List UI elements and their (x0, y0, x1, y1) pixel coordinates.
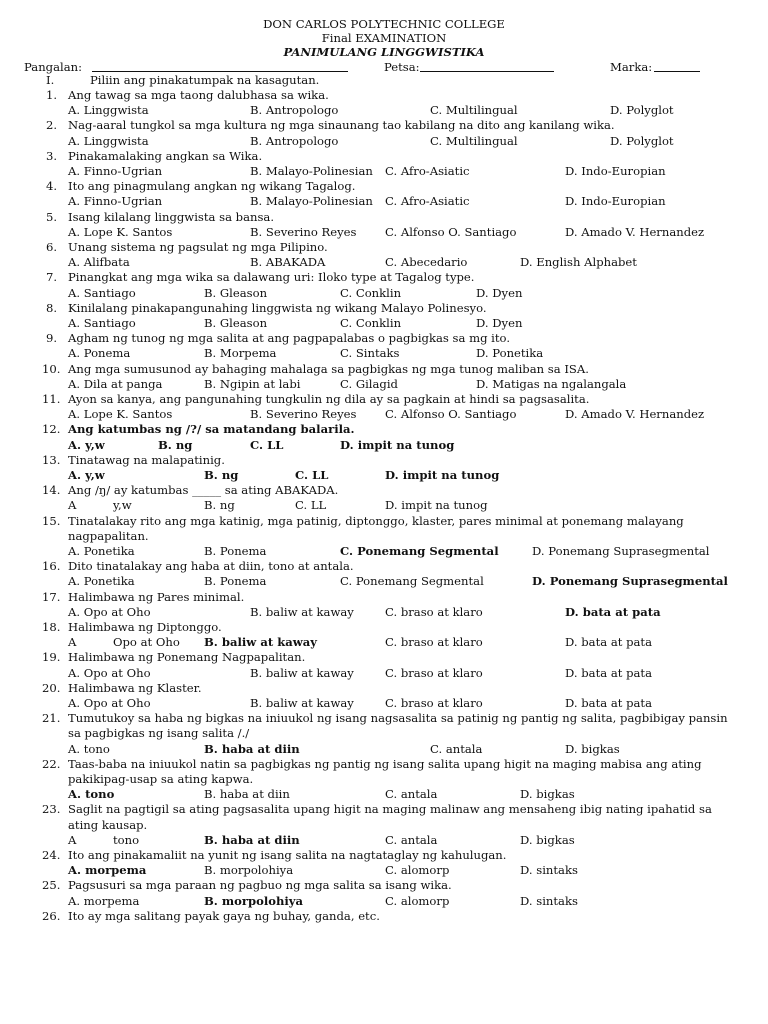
question-number: 8. (46, 300, 58, 315)
answer-choice[interactable]: A. Dila at panga (68, 376, 163, 391)
answer-choice[interactable]: D. bigkas (565, 741, 620, 756)
question-stem (0, 620, 768, 635)
question-number: 4. (46, 179, 58, 194)
question-stem (0, 559, 768, 574)
question-text-continued: ating kausap. (68, 817, 148, 832)
answer-choice[interactable]: D. bata at pata (565, 635, 653, 650)
question-stem (0, 802, 768, 817)
question-text: Tinatawag na malapatinig. (68, 452, 225, 467)
question-number: 5. (46, 209, 58, 224)
question-text: Ito ang pinakamaliit na yunit ng isang salita na nagtataglay ng kahulugan. (68, 848, 507, 862)
answer-choice[interactable]: A. tono (68, 787, 115, 802)
answer-choice[interactable]: C. LL (295, 468, 329, 482)
question-stem (0, 88, 768, 103)
answer-choice[interactable]: D. Polyglot (610, 133, 674, 148)
answer-choices (0, 377, 768, 392)
answer-choice[interactable]: B. ng (158, 437, 193, 452)
question-text: Ang katumbas ng /?/ sa matandang balarila. (68, 422, 355, 437)
answer-choice[interactable]: C. antala (430, 741, 483, 756)
question-text-continued: sa pagbigkas ng isang salita /./ (68, 726, 250, 741)
question-text: Ang /ŋ/ ay katumbas _____ sa ating ABAKADA. (68, 483, 339, 498)
answer-choice[interactable]: B. baliw at kaway (250, 604, 354, 619)
answer-choice[interactable]: D. bata at pata (565, 604, 661, 619)
question-number: 11. (42, 392, 61, 406)
answer-choices (0, 635, 768, 650)
question-stem (0, 270, 768, 285)
question-stem (0, 590, 768, 605)
answer-choice[interactable]: y,w (113, 498, 132, 513)
score-label: Marka: (610, 60, 653, 74)
answer-choices (0, 103, 768, 118)
question-stem (0, 179, 768, 194)
question-number: 18. (42, 620, 61, 634)
answer-choice[interactable]: B. Ngipin at labi (204, 376, 301, 391)
answer-choices (0, 134, 768, 149)
subject-title: PANIMULANG LINGGWISTIKA (283, 45, 485, 59)
answer-choice[interactable]: B. haba at diin (204, 832, 300, 847)
section-instruction: Piliin ang pinakatumpak na kasagutan. (90, 73, 320, 87)
answer-choice[interactable]: C. braso at klaro (385, 604, 483, 619)
answer-choices (0, 498, 768, 513)
question-text: Tumutukoy sa haba ng bigkas na iniuukol ng isang nagsasalita sa patinig ng pantig ng salita, pagbibigay pansin (68, 711, 728, 726)
question-number: 24. (42, 848, 61, 862)
answer-choice[interactable]: B. haba at diin (204, 787, 290, 802)
question-text: Dito tinatalakay ang haba at diin, tono at antala. (68, 559, 354, 574)
question-text: Halimbawa ng Diptonggo. (68, 620, 222, 634)
question-text: Saglit na pagtigil sa ating pagsasalita upang higit na maging malinaw ang mensaheng ibig nating ipahatid sa (68, 802, 712, 817)
answer-choices (0, 894, 768, 909)
question-text: Halimbawa ng Pares minimal. (68, 589, 245, 604)
answer-choice[interactable]: D. bata at pata (565, 696, 653, 710)
question-stem (0, 301, 768, 316)
answer-choice[interactable]: A. Ponema (68, 346, 131, 361)
answer-choice[interactable]: A. Santiago (68, 316, 136, 330)
answer-choice[interactable]: A. y,w (68, 468, 105, 482)
answer-choice[interactable]: B. ng (204, 498, 235, 513)
question-text: Pinangkat ang mga wika sa dalawang uri: Iloko type at Tagalog type. (68, 270, 475, 285)
question-stem (0, 848, 768, 863)
answer-choices (0, 468, 768, 483)
exam-title: Final EXAMINATION (321, 31, 447, 45)
question-number: 7. (46, 270, 58, 285)
answer-choices (0, 742, 768, 757)
answer-choice[interactable]: A. Finno-Ugrian (68, 164, 163, 178)
question-number: 13. (42, 452, 61, 467)
answer-choice[interactable]: C. Conklin (340, 316, 402, 330)
answer-choice[interactable]: B. baliw at kaway (250, 665, 354, 680)
answer-choice[interactable]: B. Antropologo (250, 133, 339, 148)
question-stem (0, 681, 768, 696)
answer-choice[interactable]: D. impit na tunog (385, 468, 500, 482)
question-number: 3. (46, 148, 58, 163)
answer-choices (0, 787, 768, 802)
question-text-continued: pakikipag-usap sa ating kapwa. (68, 772, 254, 786)
question-number: 23. (42, 802, 61, 817)
question-text: Pagsusuri sa mga paraan ng pagbuo ng mga salita sa isang wika. (68, 878, 452, 893)
answer-choice[interactable]: D. Ponemang Suprasegmental (532, 544, 710, 558)
question-number: 6. (46, 240, 58, 254)
answer-choice[interactable]: A. Ponetika (68, 544, 135, 558)
question-number: 21. (42, 711, 61, 726)
question-text: Ayon sa kanya, ang pangunahing tungkulin ng dila ay sa pagkain at hindi sa pagsasalita. (68, 392, 590, 406)
question-number: 26. (42, 908, 61, 923)
question-stem-continued (0, 529, 768, 544)
question-stem (0, 210, 768, 225)
question-text: Halimbawa ng Klaster. (68, 680, 202, 695)
answer-choice[interactable]: C. LL (250, 437, 284, 452)
date-label: Petsa: (384, 60, 420, 74)
answer-choice[interactable]: B. Gleason (204, 316, 268, 330)
answer-choice[interactable]: D. impit na tunog (340, 437, 455, 452)
question-text: Nag-aaral tungkol sa mga kultura ng mga sinaunang tao kabilang na dito ang kanilang wika. (68, 118, 615, 133)
question-text: Ang mga sumusunod ay bahaging mahalaga sa pagbigkas ng mga tunog maliban sa ISA. (68, 361, 589, 376)
answer-choices (0, 286, 768, 301)
question-number: 22. (42, 756, 61, 771)
question-stem (0, 757, 768, 772)
answer-choice[interactable]: B. haba at diin (204, 741, 300, 756)
answer-choices (0, 407, 768, 422)
answer-choices (0, 833, 768, 848)
answer-choice[interactable]: C. Conklin (340, 285, 402, 300)
question-text: Isang kilalang linggwista sa bansa. (68, 209, 275, 224)
answer-choice[interactable]: A. tono (68, 741, 110, 756)
answer-choice[interactable]: A. morpema (68, 893, 140, 908)
answer-choice[interactable]: D. Ponemang Suprasegmental (532, 574, 728, 589)
answer-choice[interactable]: C. braso at klaro (385, 665, 483, 680)
answer-choices (0, 164, 768, 179)
question-text: Taas-baba na iniuukol natin sa pagbigkas ng pantig ng isang salita upang higit na maging mabisa ang ating (68, 756, 702, 771)
question-number: 10. (42, 361, 61, 376)
answer-choice[interactable]: B. Ponema (204, 544, 267, 558)
question-stem (0, 711, 768, 726)
answer-choice[interactable]: C. Gilagid (340, 376, 398, 391)
answer-choice[interactable]: A. y,w (68, 437, 105, 452)
question-text: Pinakamalaking angkan sa Wika. (68, 148, 263, 163)
question-number: 20. (42, 680, 61, 695)
question-stem (0, 878, 768, 893)
question-number: 2. (46, 118, 58, 133)
answer-choices (0, 605, 768, 620)
question-stem (0, 240, 768, 255)
question-number: 12. (42, 422, 61, 437)
question-text: Ito ay mga salitang payak gaya ng buhay, ganda, etc. (68, 908, 380, 923)
question-stem (0, 453, 768, 468)
answer-choice[interactable]: C. Ponemang Segmental (340, 544, 499, 558)
answer-choice[interactable]: C. braso at klaro (385, 635, 483, 650)
answer-choices (0, 225, 768, 240)
answer-choice[interactable]: B. Antropologo (250, 103, 339, 118)
question-text-continued: nagpapalitan. (68, 528, 149, 543)
answer-choice[interactable]: C. braso at klaro (385, 696, 483, 710)
student-info-row (24, 60, 744, 74)
section-number: I. (46, 73, 55, 87)
question-number: 25. (42, 878, 61, 893)
answer-choice[interactable]: C. Afro-Asiatic (385, 194, 470, 209)
answer-choice[interactable]: D. Matigas na ngalangala (476, 376, 627, 391)
question-number: 17. (42, 589, 61, 604)
answer-choice[interactable]: C. antala (385, 832, 438, 847)
answer-choice[interactable]: A (68, 832, 77, 847)
answer-choice[interactable]: A. Opo at Oho (68, 665, 151, 680)
answer-choice[interactable]: C. Ponemang Segmental (340, 574, 484, 589)
question-stem (0, 909, 768, 924)
answer-choice[interactable]: A. Opo at Oho (68, 696, 151, 710)
answer-choice[interactable]: B. morpolohiya (204, 893, 304, 908)
question-stem (0, 362, 768, 377)
answer-choice[interactable]: B. Ponema (204, 574, 267, 589)
answer-choice[interactable]: D. Indo-Europian (565, 194, 666, 209)
answer-choice[interactable]: D. Amado V. Hernandez (565, 407, 705, 422)
answer-choice[interactable]: D. impit na tunog (385, 498, 488, 513)
question-stem (0, 650, 768, 665)
question-text: Ang tawag sa mga taong dalubhasa sa wika. (68, 88, 329, 102)
question-number: 16. (42, 559, 61, 574)
answer-choice[interactable]: C. Sintaks (340, 346, 400, 361)
answer-choice[interactable]: C. antala (385, 787, 438, 802)
answer-choice[interactable]: B. Morpema (204, 346, 277, 361)
question-number: 1. (46, 88, 58, 102)
answer-choice[interactable]: C. alomorp (385, 863, 450, 878)
answer-choice[interactable]: C. LL (295, 498, 327, 513)
answer-choice[interactable]: B. Malayo-Polinesian (250, 194, 373, 209)
answer-choice[interactable]: D. Indo-Europian (565, 164, 666, 178)
answer-choice[interactable]: D. sintaks (520, 893, 578, 908)
answer-choice[interactable]: C. Multilingual (430, 133, 518, 148)
answer-choices (0, 255, 768, 270)
question-text: Agham ng tunog ng mga salita at ang pagpapalabas o pagbigkas sa mg ito. (68, 331, 511, 346)
answer-choices (0, 316, 768, 331)
answer-choice[interactable]: D. Dyen (476, 316, 523, 330)
answer-choice[interactable]: D. bigkas (520, 787, 575, 802)
name-label: Pangalan: (24, 60, 82, 74)
answer-choice[interactable]: C. Alfonso O. Santiago (385, 407, 517, 422)
question-number: 14. (42, 483, 61, 498)
answer-choice[interactable]: D. English Alphabet (520, 255, 637, 270)
answer-choices (0, 574, 768, 589)
answer-choice[interactable]: A. Lope K. Santos (68, 407, 173, 422)
answer-choice[interactable]: D. Amado V. Hernandez (565, 224, 705, 239)
answer-choice[interactable]: A. morpema (68, 863, 147, 878)
question-number: 9. (46, 331, 58, 346)
answer-choice[interactable]: D. Dyen (476, 285, 523, 300)
answer-choice[interactable]: B. Malayo-Polinesian (250, 164, 373, 178)
question-stem (0, 331, 768, 346)
school-name: DON CARLOS POLYTECHNIC COLLEGE (263, 17, 505, 31)
answer-choice[interactable]: C. Abecedario (385, 255, 468, 270)
answer-choices (0, 194, 768, 209)
question-stem-continued (0, 818, 768, 833)
question-text: Kinilalang pinakapangunahing linggwista ng wikang Malayo Polinesyo. (68, 300, 487, 315)
question-text: Unang sistema ng pagsulat ng mga Pilipino. (68, 240, 328, 254)
answer-choice[interactable]: B. baliw at kaway (204, 635, 317, 650)
answer-choice[interactable]: C. Alfonso O. Santiago (385, 224, 517, 239)
answer-choice[interactable]: A. Lope K. Santos (68, 224, 173, 239)
question-text: Tinatalakay rito ang mga katinig, mga patinig, diptonggo, klaster, pares minimal at ponemang malayang (68, 513, 684, 528)
question-number: 15. (42, 513, 61, 528)
question-stem (0, 422, 768, 437)
answer-choice[interactable]: D. bigkas (520, 832, 575, 847)
answer-choice[interactable]: A (68, 635, 77, 650)
answer-choice[interactable]: A. Ponetika (68, 574, 135, 589)
answer-choices (0, 544, 768, 559)
question-stem (0, 483, 768, 498)
answer-choice[interactable]: C. Multilingual (430, 103, 518, 118)
answer-choice[interactable]: C. alomorp (385, 893, 450, 908)
answer-choice[interactable]: B. Severino Reyes (250, 407, 357, 422)
question-stem-continued (0, 726, 768, 741)
answer-choices (0, 696, 768, 711)
answer-choice[interactable]: B. Severino Reyes (250, 224, 357, 239)
answer-choices (0, 666, 768, 681)
answer-choice[interactable]: A. Finno-Ugrian (68, 194, 163, 209)
question-stem-continued (0, 772, 768, 787)
section-heading (0, 73, 768, 88)
answer-choice[interactable]: B. ABAKADA (250, 255, 326, 270)
answer-choice[interactable]: C. Afro-Asiatic (385, 164, 470, 178)
question-text: Halimbawa ng Ponemang Nagpapalitan. (68, 650, 306, 665)
answer-choice[interactable]: A. Opo at Oho (68, 604, 151, 619)
answer-choice[interactable]: A. Linggwista (68, 133, 149, 148)
answer-choice[interactable]: D. bata at pata (565, 665, 653, 680)
answer-choice[interactable]: A. Linggwista (68, 103, 149, 118)
answer-choices (0, 438, 768, 453)
answer-choice[interactable]: B. morpolohiya (204, 863, 294, 878)
question-stem (0, 392, 768, 407)
answer-choice[interactable]: D. Ponetika (476, 346, 544, 361)
answer-choice[interactable]: B. ng (204, 468, 239, 482)
answer-choices (0, 346, 768, 361)
answer-choice[interactable]: B. Gleason (204, 285, 268, 300)
answer-choice[interactable]: A (68, 498, 77, 513)
question-stem (0, 514, 768, 529)
question-text: Ito ang pinagmulang angkan ng wikang Tagalog. (68, 179, 356, 194)
answer-choice[interactable]: A. Alifbata (68, 255, 130, 270)
answer-choice[interactable]: Opo at Oho (113, 635, 180, 650)
answer-choice[interactable]: B. baliw at kaway (250, 696, 354, 710)
question-stem (0, 149, 768, 164)
answer-choice[interactable]: A. Santiago (68, 285, 136, 300)
answer-choices (0, 863, 768, 878)
question-number: 19. (42, 650, 61, 665)
answer-choice[interactable]: D. sintaks (520, 863, 578, 878)
answer-choice[interactable]: D. Polyglot (610, 103, 674, 118)
answer-choice[interactable]: tono (113, 832, 140, 847)
question-stem (0, 118, 768, 133)
